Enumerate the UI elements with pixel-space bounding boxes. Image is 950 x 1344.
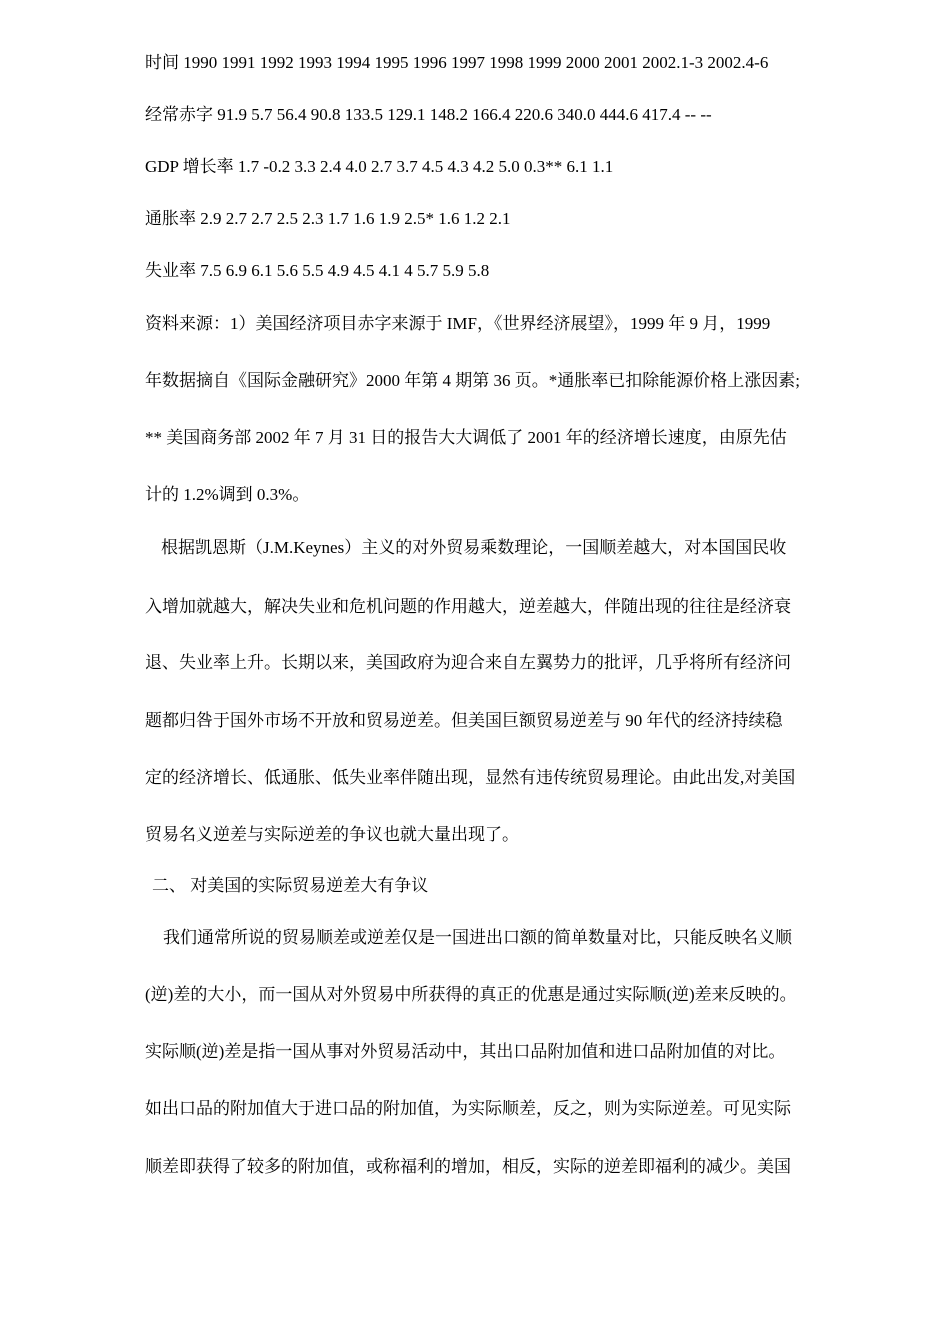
section-heading: 二、 对美国的实际贸易逆差大有争议 [152, 876, 429, 895]
paragraph-line: 入增加就越大，解决失业和危机问题的作用越大，逆差越大，伴随出现的往往是经济衰 [145, 597, 791, 616]
paragraph-line: 顺差即获得了较多的附加值，或称福利的增加，相反，实际的逆差即福利的减少。美国 [145, 1157, 791, 1176]
paragraph-line: (逆)差的大小，而一国从对外贸易中所获得的真正的优惠是通过实际顺(逆)差来反映的。 [145, 985, 797, 1004]
table-row-gdp-growth: GDP 增长率 1.7 -0.2 3.3 2.4 4.0 2.7 3.7 4.5 4.3 4.2 5.0 0.3** 6.1 1.1 [145, 157, 614, 176]
paragraph-line: 我们通常所说的贸易顺差或逆差仅是一国进出口额的简单数量对比，只能反映名义顺 [163, 928, 792, 947]
table-row-current-deficit: 经常赤字 91.9 5.7 56.4 90.8 133.5 129.1 148.2 166.4 220.6 340.0 444.6 417.4 -- -- [145, 105, 712, 124]
source-note-line: 资料来源：1）美国经济项目赤字来源于 IMF，《世界经济展望》，1999 年 9 月，1999 [145, 314, 771, 333]
paragraph-line: 退、失业率上升。长期以来，美国政府为迎合来自左翼势力的批评，几乎将所有经济问 [145, 653, 791, 672]
paragraph-line: 定的经济增长、低通胀、低失业率伴随出现，显然有违传统贸易理论。由此出发,对美国 [145, 768, 796, 787]
source-note-line: 计的 1.2%调到 0.3%。 [145, 485, 310, 504]
source-note-line: 年数据摘自《国际金融研究》2000 年第 4 期第 36 页。*通胀率已扣除能源价格上涨因素; [145, 371, 800, 390]
table-row-unemployment: 失业率 7.5 6.9 6.1 5.6 5.5 4.9 4.5 4.1 4 5.7 5.9 5.8 [145, 261, 490, 280]
table-row-inflation: 通胀率 2.9 2.7 2.7 2.5 2.3 1.7 1.6 1.9 2.5* 1.6 1.2 2.1 [145, 209, 511, 228]
source-note-line: ** 美国商务部 2002 年 7 月 31 日的报告大大调低了 2001 年的经济增长速度，由原先估 [145, 428, 787, 447]
paragraph-line: 贸易名义逆差与实际逆差的争议也就大量出现了。 [145, 825, 519, 844]
paragraph-line: 题都归咎于国外市场不开放和贸易逆差。但美国巨额贸易逆差与 90 年代的经济持续稳 [145, 711, 783, 730]
paragraph-line: 实际顺(逆)差是指一国从事对外贸易活动中，其出口品附加值和进口品附加值的对比。 [145, 1042, 786, 1061]
paragraph-line: 如出口品的附加值大于进口品的附加值，为实际顺差，反之，则为实际逆差。可见实际 [145, 1099, 791, 1118]
table-row-year: 时间 1990 1991 1992 1993 1994 1995 1996 1997 1998 1999 2000 2001 2002.1-3 2002.4-6 [145, 53, 769, 72]
paragraph-line: 根据凯恩斯（J.M.Keynes）主义的对外贸易乘数理论，一国顺差越大，对本国国民收 [161, 538, 787, 557]
